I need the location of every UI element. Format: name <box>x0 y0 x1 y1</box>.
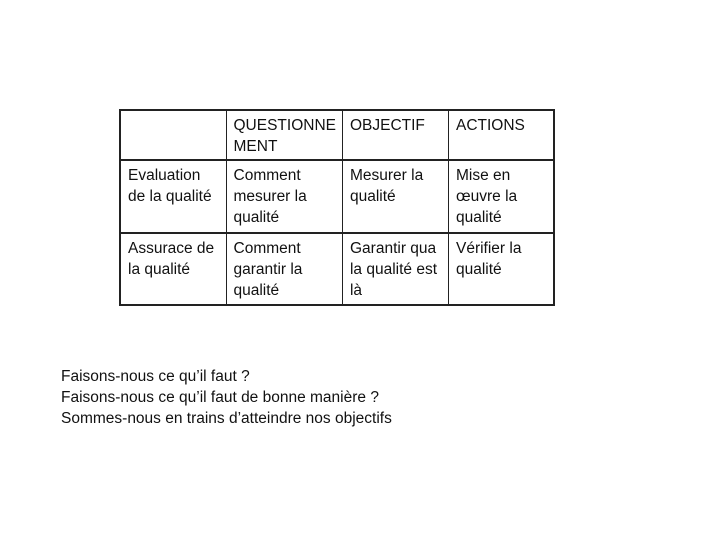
questions-block <box>61 366 392 429</box>
row-label-evaluation: Evaluation de la qualité <box>120 160 226 233</box>
table-header-row <box>120 110 554 160</box>
table-row <box>120 233 554 305</box>
table-cell: Mise en œuvre la qualité <box>448 160 554 233</box>
header-cell-empty <box>120 110 226 160</box>
table-cell: Comment garantir la qualité <box>226 233 342 305</box>
quality-table <box>119 109 555 306</box>
table-cell: Mesurer la qualité <box>342 160 448 233</box>
question-line: Sommes-nous en trains d’atteindre nos objectifs <box>61 410 392 427</box>
question-line: Faisons-nous ce qu’il faut de bonne manière ? <box>61 389 379 406</box>
table-row <box>120 160 554 233</box>
header-cell-actions: ACTIONS <box>448 110 554 160</box>
table-cell: Garantir qua la qualité est là <box>342 233 448 305</box>
header-cell-objectif: OBJECTIF <box>342 110 448 160</box>
table-cell: Vérifier la qualité <box>448 233 554 305</box>
table-cell: Comment mesurer la qualité <box>226 160 342 233</box>
row-label-assurance: Assurace de la qualité <box>120 233 226 305</box>
header-cell-questionnement: QUESTIONNE MENT <box>226 110 342 160</box>
question-line: Faisons-nous ce qu’il faut ? <box>61 368 250 385</box>
